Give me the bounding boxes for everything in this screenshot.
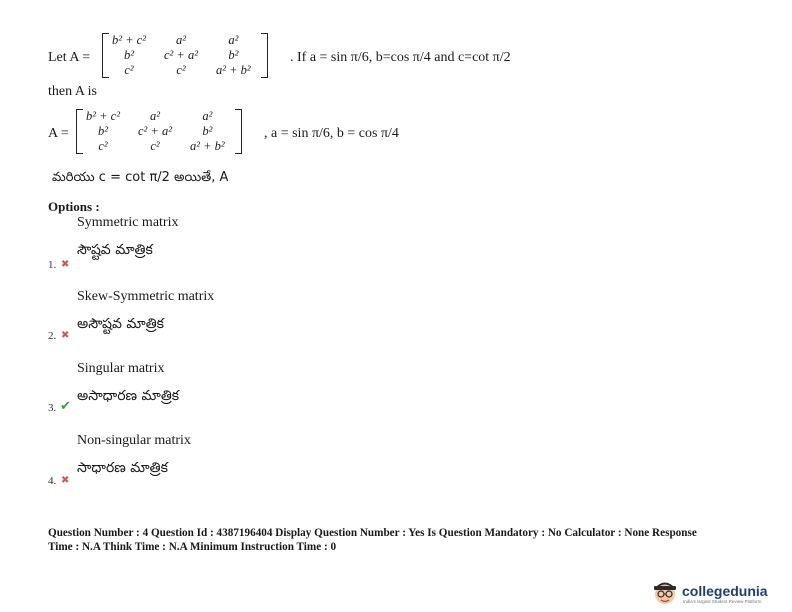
bracket-right bbox=[261, 33, 268, 78]
correct-check-icon: ✔ bbox=[60, 399, 71, 414]
option-4-english: Non-singular matrix bbox=[77, 433, 191, 448]
matrix-cell: a² + b² bbox=[215, 63, 251, 77]
matrix-cell: a² bbox=[202, 109, 213, 123]
matrix-cell: b² + c² bbox=[86, 109, 120, 123]
bracket-left bbox=[102, 33, 109, 78]
question-telugu-line2: మరియు c = cot π/2 అయితే, A bbox=[52, 170, 229, 185]
option-4-number: 4. bbox=[48, 475, 57, 487]
bracket-left bbox=[76, 109, 83, 154]
option-2-english: Skew-Symmetric matrix bbox=[77, 289, 215, 304]
question-english-prefix: Let A = bbox=[48, 50, 91, 65]
matrix-cell: c² bbox=[98, 139, 108, 153]
matrix-english bbox=[102, 33, 268, 78]
option-3-english: Singular matrix bbox=[77, 361, 165, 376]
question-meta-line1: Question Number : 4 Question Id : 4387196404 Display Question Number : Yes Is Question Mandatory : No Calculator : None Response bbox=[48, 527, 697, 539]
matrix-telugu bbox=[76, 109, 242, 154]
matrix-cell: a² bbox=[149, 109, 160, 123]
option-1-number: 1. bbox=[48, 259, 57, 271]
logo-tagline: India's largest Student Review Platform bbox=[683, 599, 762, 604]
option-2-number: 2. bbox=[48, 330, 57, 342]
wrong-mark-icon: ✖ bbox=[61, 330, 70, 341]
matrix-cell: b² bbox=[97, 124, 108, 138]
option-4-telugu: సాధారణ మాత్రిక bbox=[77, 460, 168, 476]
option-1-english: Symmetric matrix bbox=[77, 215, 179, 230]
collegedunia-logo bbox=[650, 577, 786, 607]
matrix-english-table bbox=[110, 33, 260, 78]
matrix-cell: b² bbox=[202, 124, 213, 138]
question-meta-line2: Time : N.A Think Time : N.A Minimum Instruction Time : 0 bbox=[48, 541, 337, 553]
matrix-cell: c² + a² bbox=[137, 124, 172, 138]
question-telugu-suffix: , a = sin π/6, b = cos π/4 bbox=[264, 126, 399, 141]
question-english-suffix: . If a = sin π/6, b=cos π/4 and c=cot π/2 bbox=[290, 50, 511, 65]
mascot-icon bbox=[650, 577, 680, 607]
question-telugu-prefix: A = bbox=[48, 126, 69, 141]
matrix-cell: c² bbox=[176, 63, 186, 77]
question-english-then: then A is bbox=[48, 84, 98, 99]
option-1-telugu: సౌష్టవ మాత్రిక bbox=[77, 242, 153, 258]
wrong-mark-icon: ✖ bbox=[61, 259, 70, 270]
matrix-cell: c² + a² bbox=[163, 48, 198, 62]
options-label: Options : bbox=[48, 199, 100, 214]
option-2-telugu: అసౌష్టవ మాత్రిక bbox=[77, 316, 164, 332]
matrix-telugu-table bbox=[84, 109, 234, 154]
matrix-cell: a² bbox=[175, 33, 186, 47]
matrix-cell: b² bbox=[123, 48, 134, 62]
matrix-cell: a² bbox=[228, 33, 239, 47]
wrong-mark-icon: ✖ bbox=[61, 475, 70, 486]
bracket-right bbox=[235, 109, 242, 154]
logo-name: collegedunia bbox=[682, 583, 768, 599]
matrix-cell: a² + b² bbox=[189, 139, 225, 153]
matrix-cell: c² bbox=[150, 139, 160, 153]
option-3-telugu: అసాధారణ మాత్రిక bbox=[77, 388, 180, 404]
matrix-cell: b² bbox=[228, 48, 239, 62]
matrix-cell: b² + c² bbox=[112, 33, 146, 47]
option-3-number: 3. bbox=[48, 402, 57, 414]
matrix-cell: c² bbox=[124, 63, 134, 77]
